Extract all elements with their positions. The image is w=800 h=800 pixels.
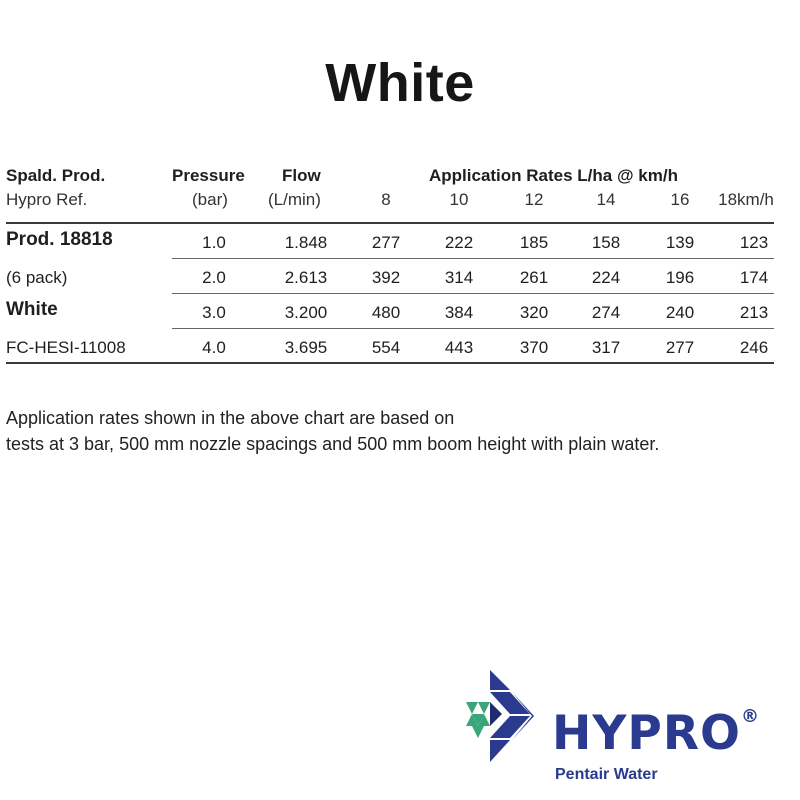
table-header-top bbox=[6, 160, 774, 188]
row-rate: 222 bbox=[444, 233, 474, 252]
table-row bbox=[6, 259, 774, 294]
header-speed: 16 bbox=[670, 190, 690, 209]
header-product: Spald. Prod. bbox=[6, 166, 106, 185]
footnote-line: tests at 3 bar, 500 mm nozzle spacings and 500 mm boom height with plain water. bbox=[6, 434, 660, 454]
table-header-sub bbox=[6, 188, 774, 224]
page-title: White bbox=[325, 53, 475, 113]
row-rate: 443 bbox=[444, 338, 474, 357]
footnote-line: Application rates shown in the above chart are based on bbox=[6, 408, 455, 428]
header-speed: 12 bbox=[524, 190, 544, 209]
header-flow: Flow bbox=[282, 166, 321, 185]
row-rate: 370 bbox=[519, 338, 549, 357]
row-rate: 392 bbox=[371, 268, 401, 287]
row-rate: 314 bbox=[444, 268, 474, 287]
row-rate: 196 bbox=[665, 268, 695, 287]
logo-wordmark: HYPRO® bbox=[552, 706, 760, 761]
header-flow-unit: (L/min) bbox=[268, 190, 321, 209]
row-rate: 123 bbox=[739, 233, 769, 252]
footnote bbox=[6, 405, 796, 457]
row-pressure: 4.0 bbox=[202, 338, 226, 357]
row-rate: 274 bbox=[591, 303, 621, 322]
row-flow: 2.613 bbox=[284, 268, 328, 287]
logo-subtitle: Pentair Water bbox=[555, 766, 658, 783]
row-rate: 139 bbox=[665, 233, 695, 252]
header-speed: 10 bbox=[449, 190, 469, 209]
row-flow: 3.695 bbox=[284, 338, 328, 357]
row-pressure: 3.0 bbox=[202, 303, 226, 322]
header-pressure: Pressure bbox=[172, 166, 245, 185]
row-label: Prod. 18818 bbox=[6, 229, 113, 250]
row-rate: 277 bbox=[665, 338, 695, 357]
row-rate: 320 bbox=[519, 303, 549, 322]
row-flow: 3.200 bbox=[284, 303, 328, 322]
row-label: FC-HESI-11008 bbox=[6, 338, 126, 357]
row-rate: 317 bbox=[591, 338, 621, 357]
row-flow: 1.848 bbox=[284, 233, 328, 252]
header-speed: 14 bbox=[596, 190, 616, 209]
application-rate-table bbox=[6, 160, 774, 364]
header-rates: Application Rates L/ha @ km/h bbox=[429, 166, 678, 185]
row-divider bbox=[6, 362, 774, 364]
row-rate: 277 bbox=[371, 233, 401, 252]
row-pressure: 1.0 bbox=[202, 233, 226, 252]
row-rate: 554 bbox=[371, 338, 401, 357]
table-row bbox=[6, 329, 774, 364]
row-rate: 158 bbox=[591, 233, 621, 252]
row-label: (6 pack) bbox=[6, 268, 68, 287]
row-pressure: 2.0 bbox=[202, 268, 226, 287]
row-rate: 213 bbox=[739, 303, 769, 322]
row-rate: 480 bbox=[371, 303, 401, 322]
row-label: White bbox=[6, 299, 58, 320]
table-row bbox=[6, 224, 774, 259]
row-rate: 224 bbox=[591, 268, 621, 287]
table-row bbox=[6, 294, 774, 329]
row-rate: 261 bbox=[519, 268, 549, 287]
row-rate: 240 bbox=[665, 303, 695, 322]
row-rate: 246 bbox=[739, 338, 769, 357]
row-rate: 185 bbox=[519, 233, 549, 252]
header-speed: 8 bbox=[381, 190, 391, 209]
hypro-arrow-icon bbox=[462, 668, 552, 768]
row-rate: 174 bbox=[739, 268, 769, 287]
header-speed: 18km/h bbox=[718, 190, 774, 209]
row-rate: 384 bbox=[444, 303, 474, 322]
hypro-logo bbox=[462, 668, 792, 793]
header-pressure-unit: (bar) bbox=[192, 190, 228, 209]
header-hypro-ref: Hypro Ref. bbox=[6, 190, 88, 209]
